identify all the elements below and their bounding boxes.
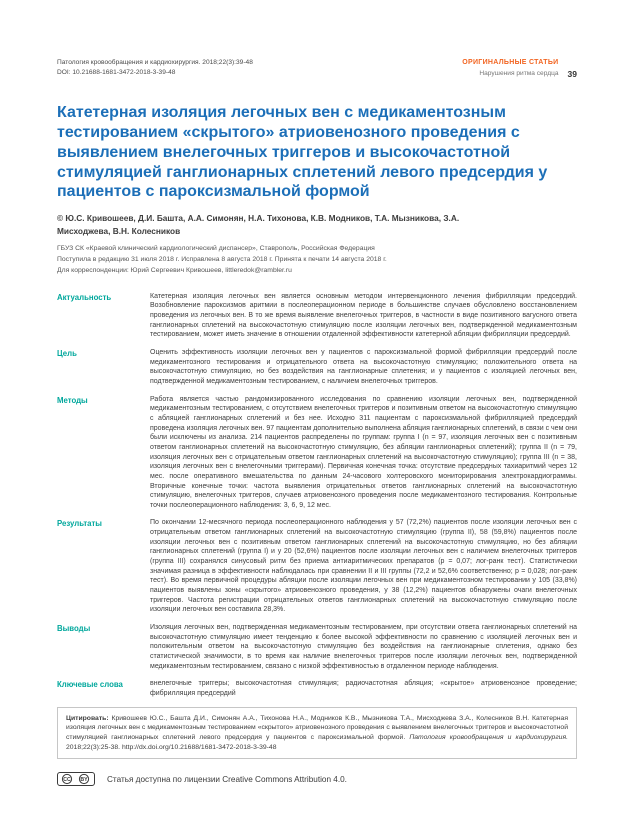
header-right-text (462, 58, 558, 79)
section-row (57, 679, 577, 698)
license-footer (57, 772, 577, 786)
section-row (57, 518, 577, 615)
section-label-background: Актуальность (57, 292, 112, 302)
authors-line: © Ю.С. Кривошеев, Д.И. Башта, А.А. Симонян, Н.А. Тихонова, К.В. Модников, Т.А. Мызникова, З.А. Мисходжева, В.Н. Колесников (57, 213, 460, 236)
section-text-keywords: внелегочные триггеры; высокочастотная стимуляция; радиочастотная абляция; «скрытое» атриовенозное проведение; фибрилляция предсердий (150, 680, 577, 697)
affiliation-block (57, 244, 577, 277)
section-row (57, 348, 577, 387)
journal-citation-line: Патология кровообращения и кардиохирургия. 2018;22(3):39-48 (57, 59, 253, 66)
section-text-background: Катетерная изоляция легочных вен является основным методом интервенционного лечения фибрилляции предсердий. Возобновление пароксизмов аритмии в послеоперационном периоде в большинстве случаев обусловлено восстановлением проведения из легочных вен. В то же время выявление внелегочных триггеров, в частности в виде позитивного вагусного ответа ганглионарных сплетений на высокочастотную стимуляцию после изоляции легочных вен, подтвержденной медикаментозным тестированием, может иметь значение в отношении отдаленной эффективности катетерной абляции фибрилляции предсердий. (150, 292, 577, 339)
section-label-keywords: Ключевые слова (57, 680, 123, 690)
abstract-sections (57, 292, 577, 699)
correspondence-line (57, 266, 577, 277)
citation-authors-title: Кривошеев Ю.С., Башта Д.И., Симонян А.А., Тихонова Н.А., Модников К.В., Мызникова Т.А., Мисходжева З.А., Колесников В.Н. Катетерная изоляция легочных вен с медикаментозным тестированием «скрытого» атриовенозного проведения с выявлением внелегочных триггеров и высокочастотной стимуляцией ганглионарных сплетений левого предсердия у пациентов с пароксизмальной формой. (66, 714, 568, 741)
correspondence-prefix: Для корреспонденции: Юрий Сергеевич Кривошеев, (57, 266, 224, 274)
section-label-aim: Цель (57, 348, 77, 358)
correspondence-email-link[interactable]: littleredok@rambler.ru (225, 266, 292, 274)
article-title: Катетерная изоляция легочных вен с медикаментозным тестированием «скрытого» атриовенозного проведения с выявлением внелегочных триггеров и высокочастотной стимуляцией ганглионарных сплетений левого предсердия у пациентов с пароксизмальной формой (57, 104, 548, 201)
cc-icon-text: CC (63, 777, 71, 784)
page-header (57, 58, 577, 79)
rubric-label: Нарушения ритма сердца (479, 69, 559, 77)
section-row (57, 292, 577, 340)
section-text-methods: Работа является частью рандомизированного исследования по сравнению изоляции легочных вен, подтвержденной медикаментозным тестированием, с отсутствием внелегочных триггеров и позитивным ответом на высокочастотную стимуляцию с абляцией ганглионарных сплетений и без нее. Исходно 311 пациентам с пароксизмальной фибрилляцией предсердий проведена изоляция легочных вен. 97 пациентам дополнительно выполнена абляция ганглионарных сплетений, в связи с чем они были исключены из анализа. 214 пациентов распределены по группам: группа I (n = 97, изоляция легочных вен с позитивным ответом ганглионарных сплетений на высокочастотную стимуляцию, без абляции ганглионарных сплетений); группа II (n = 79, изоляция легочных вен с отрицательным ответом ганглионарных сплетений на высокочастотную стимуляцию); группа III (n = 38, изоляция легочных вен с внелегочными триггерами). Первичная конечная точка: отсутствие предсердных тахиаритмий через 12 мес. после оперативного вмешательства по данным 24-часового холтеровского мониторирования электрокардиограммы. Вторичные конечные точки: частота выявления отрицательных ответов ганглионарных сплетений на высокочастотную стимуляцию, внелегочных триггеров, случаев атриовенозного проведения после медикаментозного тестирования. Контрольные точки послеоперационного наблюдения: 3, 6, 9, 12 мес. (150, 395, 577, 509)
section-text-results: По окончании 12-месячного периода послеоперационного наблюдения у 57 (72,2%) пациентов после изоляции легочных вен с отрицательным ответом ганглионарных сплетений на высокочастотную стимуляцию (группа II), 58 (59,8%) пациентов после изоляции легочных вен с позитивным ответом ганглионарных сплетений на высокочастотную стимуляцию, но без абляции ганглионарных сплетений (группа I) и у 20 (52,6%) пациентов после изоляции легочных вен с наличием внелегочных триггеров (группа III) сохранялся синусовый ритм без приема антиаритмических препаратов (p = 0,07; лог-ранк тест). Статистически значимая разница в эффективности наблюдалась при сравнении II и III группы (72,2 и 52,6% соответственно; p = 0,028; лог-ранк тест). Во время первичной процедуры абляции после изоляции легочных вен при медикаментозном тестировании у 105 (33,8%) пациентов выявлены зоны «скрытого» атриовенозного проведения, у 38 (12,2%) пациентов обнаружены очаги внелегочных триггеров. Частота регистрации отрицательных ответов ганглионарных сплетений на высокочастотную стимуляцию после изоляции легочных вен составила 28,3%. (150, 519, 577, 614)
original-articles-label: ОРИГИНАЛЬНЫЕ СТАТЬИ (462, 59, 559, 66)
section-label-conclusions: Выводы (57, 624, 91, 634)
citation-label: Цитировать: (66, 714, 109, 722)
affiliation-line: ГБУЗ СК «Краевой клинический кардиологический диспансер», Ставрополь, Российская Федерация (57, 245, 375, 253)
by-icon-text: BY (80, 777, 88, 784)
section-text-aim: Оценить эффективность изоляции легочных вен у пациентов с пароксизмальной формой фибрилляции предсердий после медикаментозного тестирования и отрицательного ответа на высокочастотную стимуляцию; положительного ответа на высокочастотную стимуляцию, но без воздействия на ганглионарные сплетения; и у пациентов с изоляцией легочных вен, подтвержденной медикаментозным тестированием, с наличием внелегочных триггеров. (150, 348, 577, 385)
section-row (57, 623, 577, 671)
license-text: Статья доступна по лицензии Creative Commons Attribution 4.0. (107, 774, 347, 784)
header-right-block (462, 58, 577, 79)
section-text-conclusions: Изоляция легочных вен, подтвержденная медикаментозным тестированием, при отсутствии ответа ганглионарных сплетений на высокочастотную стимуляцию имеет тенденцию к более высокой эффективности по сравнению с изоляцией легочных вен и положительным ответом на высокочастотную стимуляцию без воздействия на ганглионарные сплетения, однако без статистической значимости, в то время как наличие внелегочных триггеров после изоляции легочных вен, подтвержденной медикаментозным тестированием, связано с низкой эффективностью в отдаленном периоде наблюдения. (150, 624, 577, 670)
citation-box (57, 707, 577, 760)
doi-line: DOI: 10.21688-1681-3472-2018-3-39-48 (57, 69, 176, 77)
cc-by-icon[interactable] (57, 772, 95, 786)
section-label-results: Результаты (57, 519, 102, 529)
page-number: 39 (567, 69, 577, 80)
citation-doi-link[interactable]: http://dx.doi.org/10.21688/1681-3472-2018-3-39-48 (121, 743, 277, 751)
section-row (57, 395, 577, 511)
header-left-block (57, 58, 253, 78)
citation-pages: 2018;22(3):25-38. (66, 743, 121, 751)
received-dates-line: Поступила в редакцию 31 июля 2018 г. Исправлена 8 августа 2018 г. Принята к печати 14 августа 2018 г. (57, 255, 387, 263)
section-label-methods: Методы (57, 395, 88, 405)
citation-journal-name: Патология кровообращения и кардиохирургия. (409, 733, 568, 741)
